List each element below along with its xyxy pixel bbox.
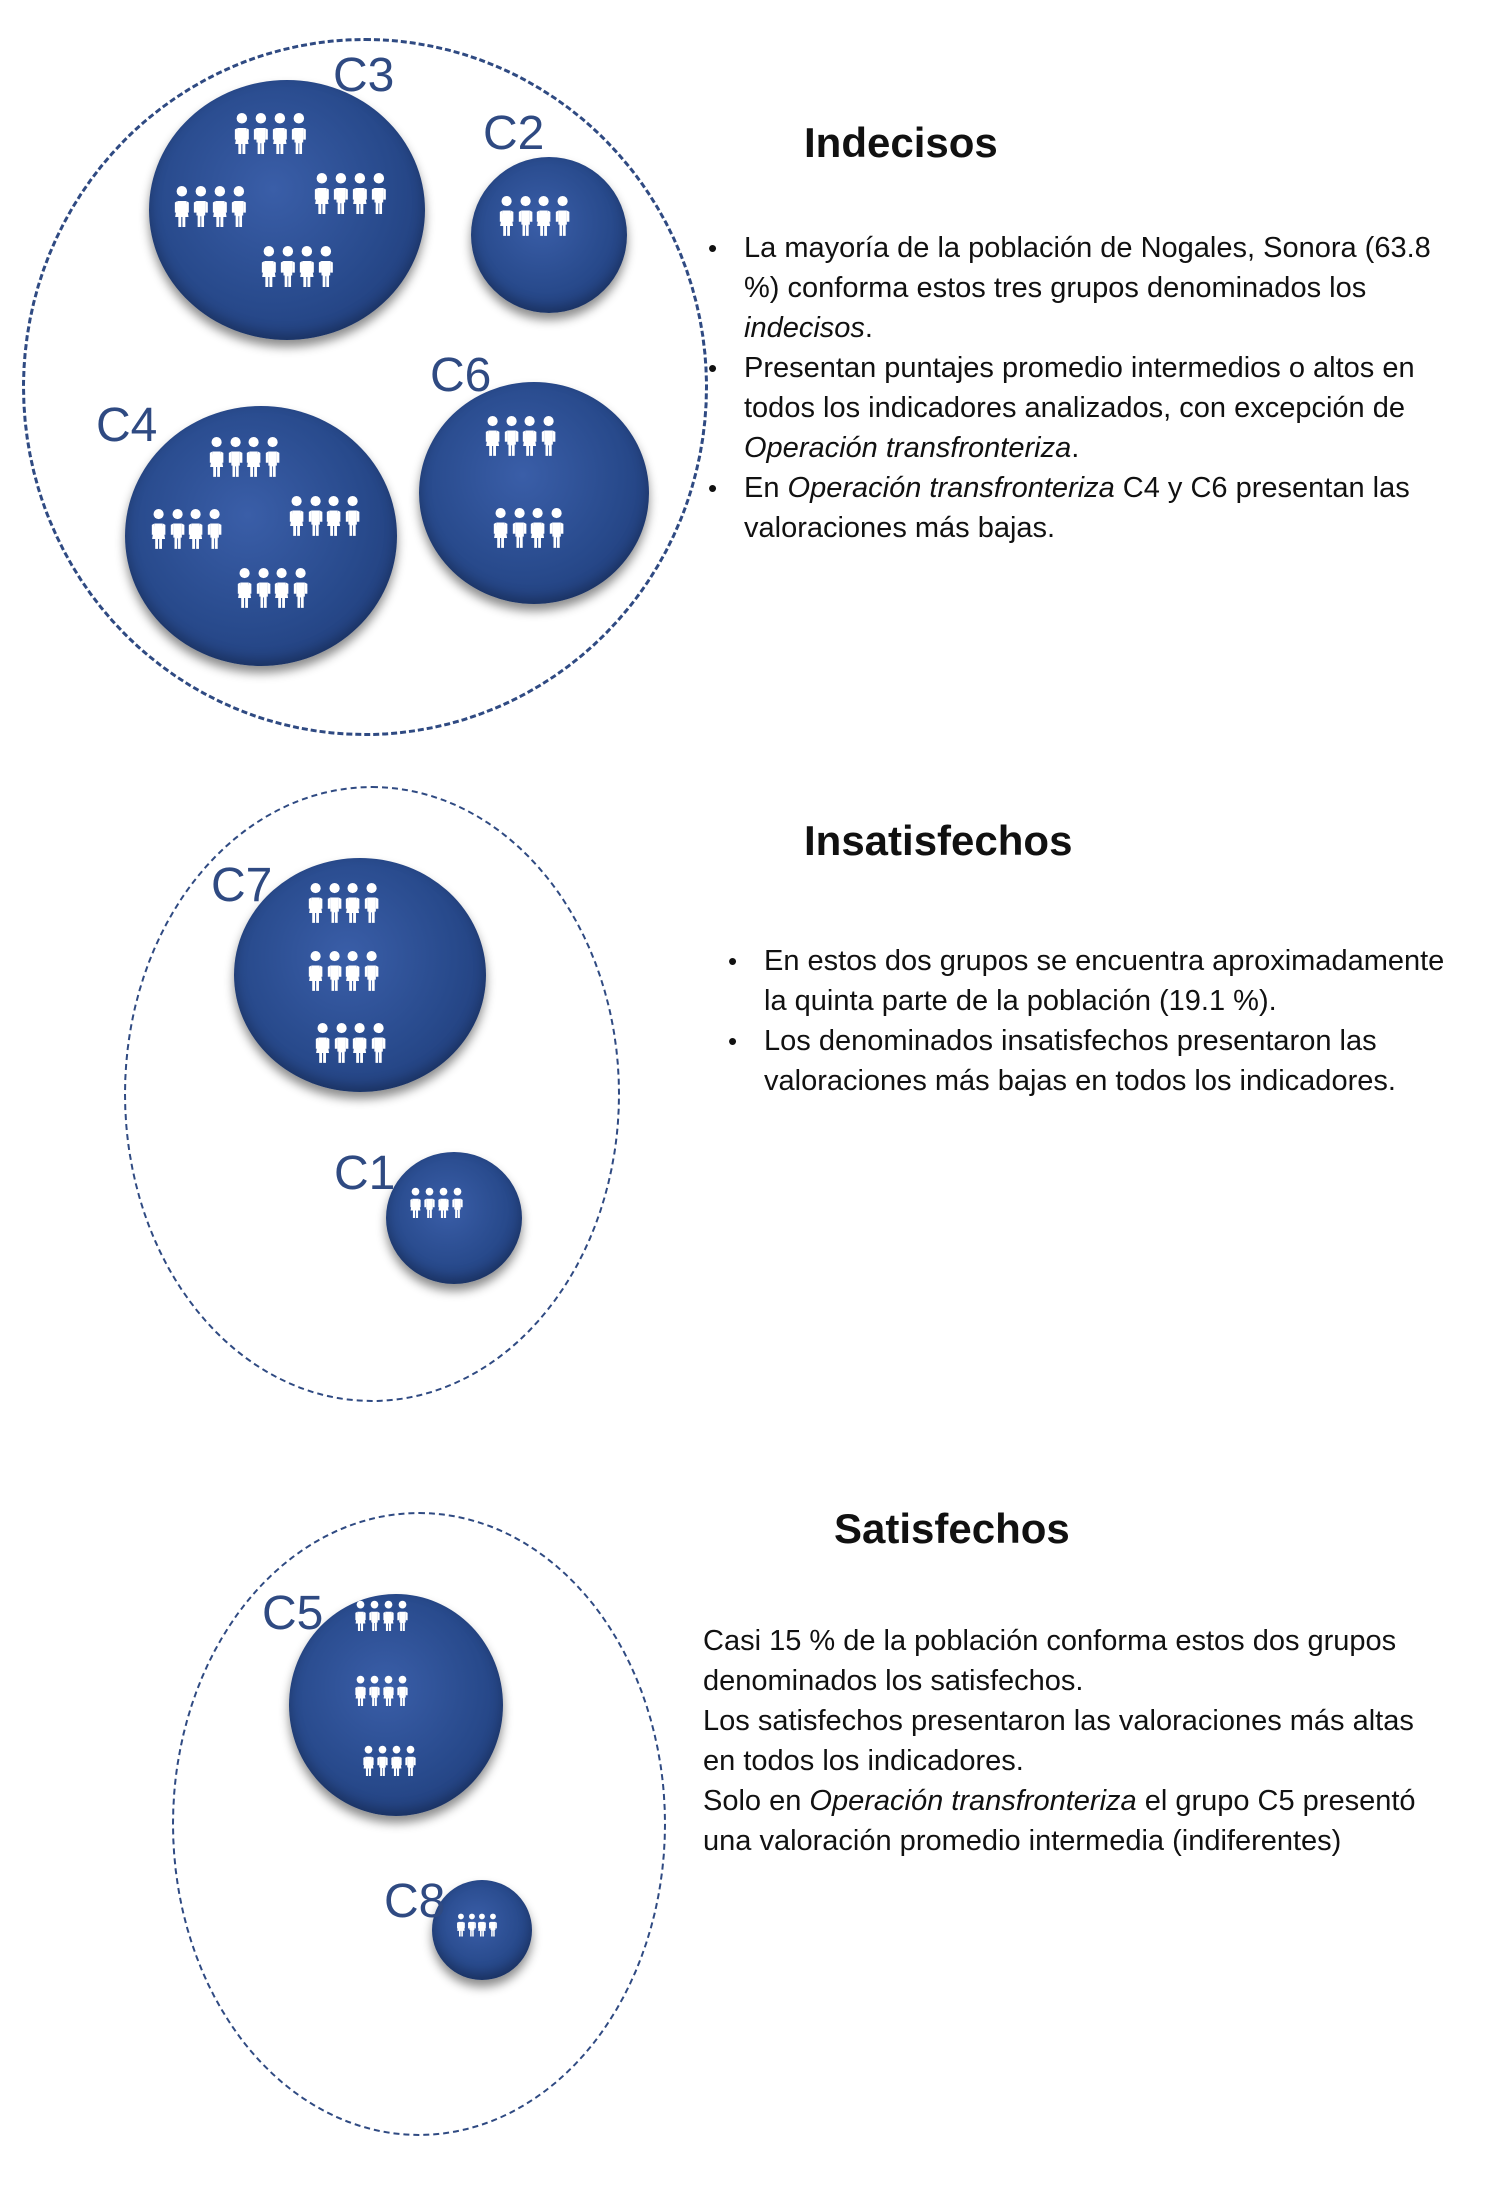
person-icon (477, 1913, 487, 1937)
person-icon (396, 1600, 409, 1631)
person-icon (548, 507, 565, 548)
person-icon (363, 882, 380, 923)
people-group-icon (498, 195, 571, 236)
people-group-icon (233, 112, 308, 154)
person-icon (236, 567, 253, 608)
person-icon (456, 1913, 466, 1937)
indecisos-title: Indecisos (804, 119, 998, 166)
person-icon (344, 950, 361, 991)
person-icon (535, 195, 552, 236)
person-icon (208, 436, 225, 477)
people-group-icon (362, 1745, 417, 1776)
person-icon (354, 1600, 367, 1631)
person-icon (368, 1600, 381, 1631)
person-icon (376, 1745, 389, 1776)
person-icon (245, 436, 262, 477)
person-icon (187, 508, 204, 549)
person-icon (423, 1187, 436, 1218)
indecisos-bullet: • En Operación transfronteriza C4 y C6 presentan las valoraciones más bajas. (708, 468, 1448, 548)
person-icon (409, 1187, 422, 1218)
satisfechos-line: Solo en Operación transfronteriza el grupo C5 presentó una valoración promedio intermedia (indiferentes) (703, 1785, 1416, 1857)
person-icon (314, 1022, 331, 1063)
person-icon (233, 112, 251, 154)
person-icon (230, 185, 248, 227)
satisfechos-line: Casi 15 % de la población conforma estos dos grupos denominados los satisfechos. (703, 1625, 1397, 1697)
people-group-icon (314, 1022, 387, 1063)
person-icon (521, 415, 538, 456)
people-group-icon (354, 1600, 409, 1631)
person-icon (255, 567, 272, 608)
people-group-icon (150, 508, 223, 549)
person-icon (484, 415, 501, 456)
person-icon (288, 495, 305, 536)
people-group-icon (409, 1187, 464, 1218)
person-icon (298, 245, 316, 287)
person-icon (404, 1745, 417, 1776)
person-icon (290, 112, 308, 154)
person-icon (540, 415, 557, 456)
cluster-c6-label: C6 (430, 349, 492, 402)
people-group-icon (456, 1913, 498, 1937)
person-icon (292, 567, 309, 608)
person-icon (390, 1745, 403, 1776)
insatisfechos-bullets (728, 941, 1448, 1101)
cluster-c4-label: C4 (96, 399, 158, 452)
cluster-c7-label: C7 (211, 859, 273, 912)
people-group-icon (288, 495, 361, 536)
people-group-icon (307, 882, 380, 923)
people-group-icon (484, 415, 557, 456)
person-icon (169, 508, 186, 549)
people-group-icon (313, 172, 388, 214)
person-icon (344, 495, 361, 536)
person-icon (317, 245, 335, 287)
person-icon (307, 495, 324, 536)
person-icon (307, 882, 324, 923)
person-icon (150, 508, 167, 549)
insatisfechos-bullet: • En estos dos grupos se encuentra aproximadamente la quinta parte de la población (19.1 %). (728, 941, 1448, 1021)
person-icon (554, 195, 571, 236)
person-icon (488, 1913, 498, 1937)
indecisos-bullets (708, 228, 1448, 548)
person-icon (503, 415, 520, 456)
person-icon (332, 172, 350, 214)
satisfechos-line: Los satisfechos presentaron las valoraciones más altas en todos los indicadores. (703, 1705, 1414, 1777)
person-icon (206, 508, 223, 549)
people-group-icon (260, 245, 335, 287)
person-icon (517, 195, 534, 236)
cluster-c8-label: C8 (384, 1875, 446, 1928)
person-icon (498, 195, 515, 236)
people-group-icon (236, 567, 309, 608)
satisfechos-title: Satisfechos (834, 1505, 1070, 1552)
person-icon (362, 1745, 375, 1776)
person-icon (326, 950, 343, 991)
person-icon (273, 567, 290, 608)
person-icon (351, 1022, 368, 1063)
person-icon (192, 185, 210, 227)
person-icon (279, 245, 297, 287)
people-group-icon (492, 507, 565, 548)
people-group-icon (354, 1675, 409, 1706)
people-group-icon (208, 436, 281, 477)
person-icon (363, 950, 380, 991)
cluster-c5-label: C5 (262, 1587, 324, 1640)
person-icon (173, 185, 191, 227)
people-group-icon (307, 950, 380, 991)
person-icon (467, 1913, 477, 1937)
cluster-c3-label: C3 (333, 49, 395, 102)
person-icon (382, 1600, 395, 1631)
person-icon (529, 507, 546, 548)
person-icon (511, 507, 528, 548)
person-icon (264, 436, 281, 477)
insatisfechos-bullet: • Los denominados insatisfechos presentaron las valoraciones más bajas en todos los indicadores. (728, 1021, 1448, 1101)
person-icon (326, 882, 343, 923)
person-icon (351, 172, 369, 214)
person-icon (437, 1187, 450, 1218)
person-icon (370, 172, 388, 214)
person-icon (271, 112, 289, 154)
cluster-c1 (386, 1152, 522, 1284)
indecisos-bullet: • Presentan puntajes promedio intermedios o altos en todos los indicadores analizados, con excepción de Operación transfronteriza. (708, 348, 1448, 468)
person-icon (354, 1675, 367, 1706)
person-icon (370, 1022, 387, 1063)
cluster-c1-label: C1 (334, 1147, 396, 1200)
cluster-c2-label: C2 (483, 107, 545, 160)
person-icon (451, 1187, 464, 1218)
person-icon (333, 1022, 350, 1063)
person-icon (313, 172, 331, 214)
person-icon (382, 1675, 395, 1706)
person-icon (227, 436, 244, 477)
person-icon (368, 1675, 381, 1706)
person-icon (211, 185, 229, 227)
person-icon (307, 950, 324, 991)
person-icon (344, 882, 361, 923)
people-group-icon (173, 185, 248, 227)
indecisos-bullet: • La mayoría de la población de Nogales, Sonora (63.8 %) conforma estos tres grupos denominados los indecisos. (708, 228, 1448, 348)
person-icon (325, 495, 342, 536)
person-icon (260, 245, 278, 287)
satisfechos-text (703, 1621, 1448, 1861)
person-icon (252, 112, 270, 154)
person-icon (396, 1675, 409, 1706)
person-icon (492, 507, 509, 548)
insatisfechos-title: Insatisfechos (804, 817, 1073, 864)
